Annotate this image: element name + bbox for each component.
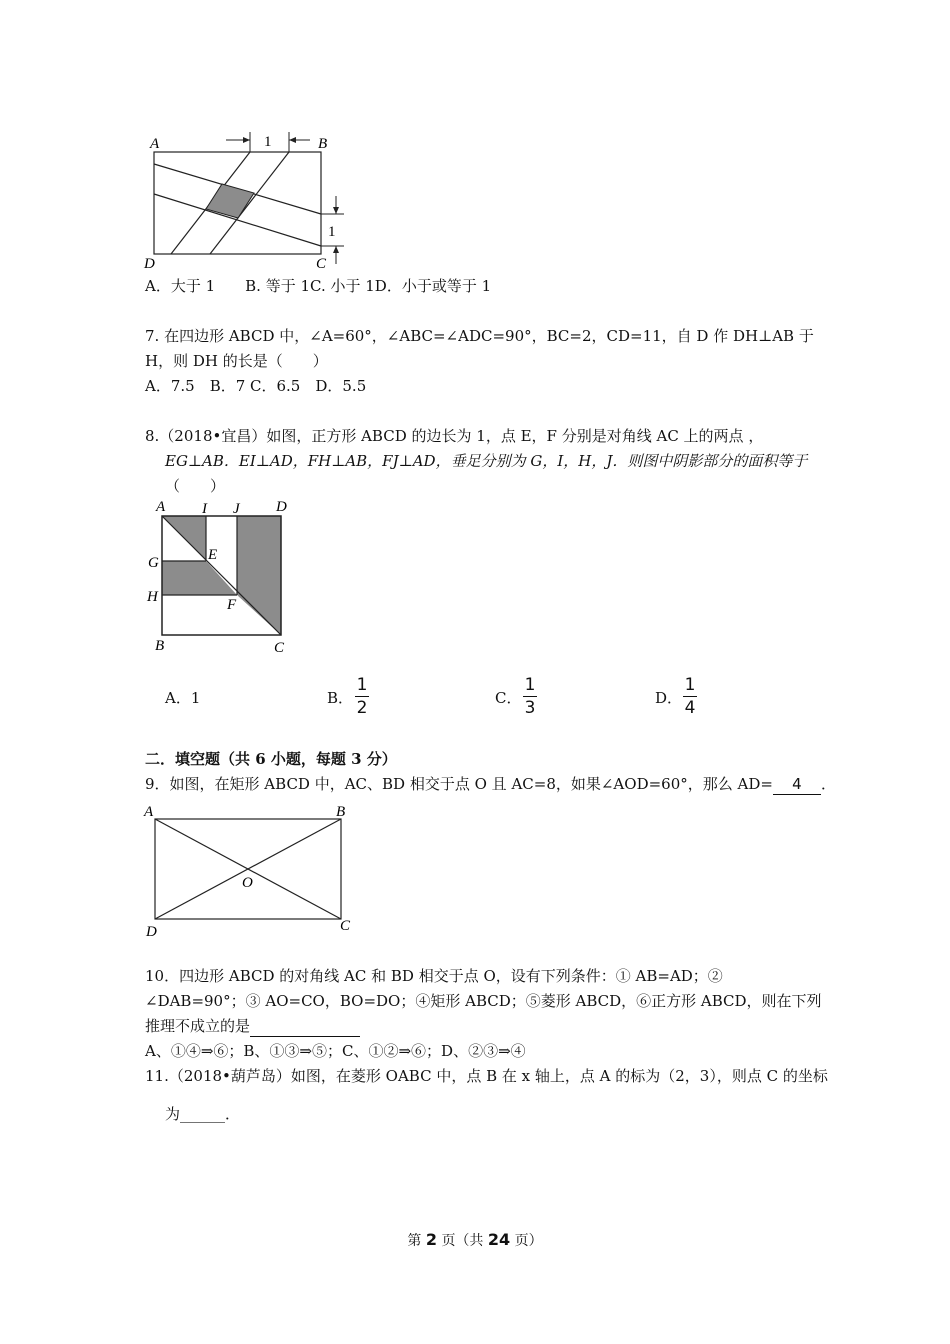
q6-label-d: D xyxy=(144,256,155,272)
q8-label-b: B xyxy=(155,638,165,654)
footer-total-pages: 24 xyxy=(487,1230,511,1249)
q10-question-end: 推理不成立的是 xyxy=(145,1017,251,1035)
q6-dim-top: 1 xyxy=(264,134,272,150)
footer-post: 页） xyxy=(514,1233,543,1249)
footer-pre: 第 xyxy=(407,1233,422,1249)
q9-end: ． xyxy=(820,775,836,793)
q8-option-a xyxy=(165,688,200,708)
q6-label-a: A xyxy=(150,136,160,152)
q8-option-d-denominator: 4 xyxy=(684,698,696,718)
q8-option-c-label: C． xyxy=(495,689,522,707)
q8-option-a-value: 1 xyxy=(190,689,201,707)
q8-label-c: C xyxy=(274,640,285,656)
q10-answer-blank xyxy=(250,1016,360,1037)
q8-option-c-fraction xyxy=(523,675,537,718)
q8-label-g: G xyxy=(148,555,159,571)
q8-shaded-l-region xyxy=(162,561,237,595)
q8-label-a: A xyxy=(156,499,166,515)
section2-title: 二．填空题（共 6 小题，每题 3 分） xyxy=(145,750,397,768)
q11-text-line2: 为______． xyxy=(165,1105,241,1123)
q8-option-d-fraction xyxy=(683,675,697,718)
q9-text xyxy=(145,774,836,795)
q7-text-line2: H，则 DH 的长是（ ） xyxy=(145,352,328,370)
q9-answer-blank: 4 xyxy=(773,774,821,795)
q8-label-h: H xyxy=(147,589,158,605)
q6-label-c: C xyxy=(316,256,327,272)
q9-label-c: C xyxy=(340,918,351,934)
q7-options: A．7.5 B．7 C．6.5 D．5.5 xyxy=(145,377,367,395)
q8-option-b-denominator: 2 xyxy=(356,698,368,718)
q10-options: A、①④⇒⑥；B、①③⇒⑤；C、①②⇒⑥；D、②③⇒④ xyxy=(145,1042,526,1060)
q8-label-i: I xyxy=(202,501,207,517)
q8-label-e: E xyxy=(208,547,218,563)
q8-option-a-label: A． xyxy=(165,689,191,707)
q9-label-a: A xyxy=(144,804,154,820)
q8-option-c-numerator: 1 xyxy=(524,675,536,695)
q8-text-line2: EG⊥AB．EI⊥AD，FH⊥AB，FJ⊥AD，垂足分别为 G，I，H，J．则图中阴影部分的面积等于 xyxy=(165,452,808,470)
q8-label-j: J xyxy=(233,501,240,517)
q10-text-line1: 10．四边形 ABCD 的对角线 AC 和 BD 相交于点 O，设有下列条件：① AB=AD；② xyxy=(145,967,723,985)
page-footer xyxy=(0,1230,950,1251)
q9-figure xyxy=(140,800,360,942)
q6-label-b: B xyxy=(318,136,328,152)
q8-label-f: F xyxy=(227,597,237,613)
q9-question: 9．如图，在矩形 ABCD 中，AC、BD 相交于点 O 且 AC=8，如果∠AOD=60°，那么 AD= xyxy=(145,775,773,793)
q8-label-d: D xyxy=(276,499,287,515)
q6-options: A．大于 1 B. 等于 1C. 小于 1D．小于或等于 1 xyxy=(145,277,492,295)
q8-option-b-numerator: 1 xyxy=(356,675,368,695)
q11-text-line1: 11.（2018•葫芦岛）如图，在菱形 OABC 中，点 B 在 x 轴上，点 A 的标为（2，3），则点 C 的坐标 xyxy=(145,1067,828,1085)
q6-dim-right: 1 xyxy=(328,224,336,240)
q10-text-line3 xyxy=(145,1016,360,1037)
q6-figure xyxy=(140,128,360,273)
q9-label-o: O xyxy=(242,875,253,891)
q8-figure xyxy=(140,495,300,660)
q8-option-b-label: B． xyxy=(327,689,354,707)
q7-text-line1: 7. 在四边形 ABCD 中，∠A=60°，∠ABC=∠ADC=90°，BC=2，CD=11，自 D 作 DH⊥AB 于 xyxy=(145,327,814,345)
q9-label-b: B xyxy=(336,804,346,820)
q8-text-line1: 8.（2018•宜昌）如图，正方形 ABCD 的边长为 1，点 E，F 分别是对角线 AC 上的两点 ， xyxy=(145,427,764,445)
q8-text-line3: （ ） xyxy=(165,477,226,495)
q8-option-d-numerator: 1 xyxy=(684,675,696,695)
q8-option-c-denominator: 3 xyxy=(524,698,536,718)
q8-option-d-label: D． xyxy=(655,689,683,707)
q10-text-line2: ∠DAB=90°；③ AO=CO，BO=DO；④矩形 ABCD；⑤菱形 ABCD，⑥正方形 ABCD，则在下列 xyxy=(145,992,822,1010)
footer-page-number: 2 xyxy=(425,1230,437,1249)
q8-shaded-right-region xyxy=(237,516,281,635)
q9-label-d: D xyxy=(146,924,157,940)
footer-mid: 页（共 xyxy=(441,1233,484,1249)
q8-option-b-fraction xyxy=(355,675,369,718)
